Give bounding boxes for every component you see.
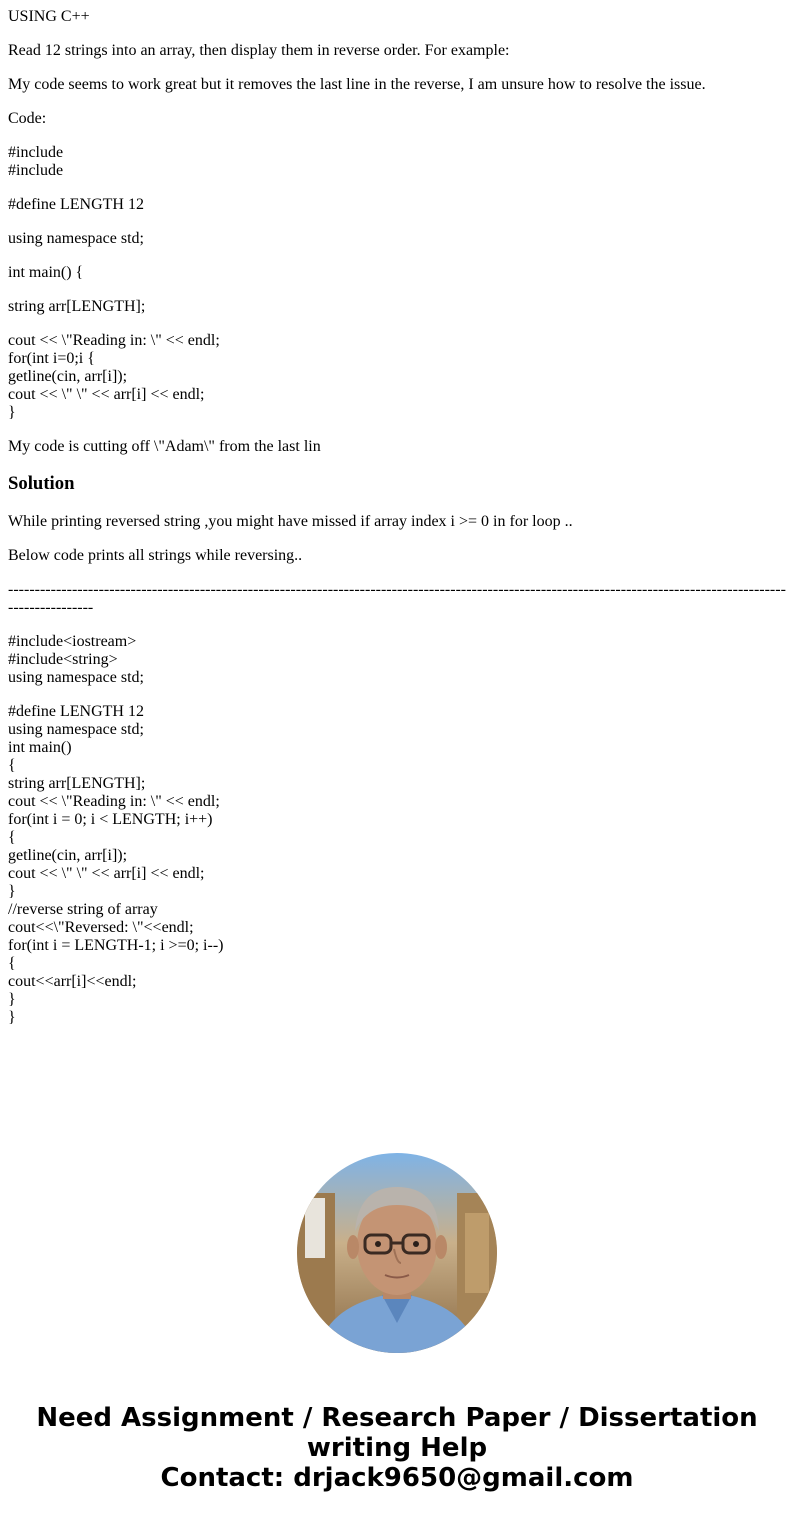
solution-paragraph-1: While printing reversed string ,you might have missed if array index i >= 0 in for loop .. <box>8 513 573 530</box>
code-label: Code: <box>8 110 47 127</box>
code-line: #define LENGTH 12 <box>8 196 144 213</box>
code-line: for(int i = 0; i < LENGTH; i++) <box>8 811 213 828</box>
code-line: #include<string> <box>8 651 118 668</box>
code-line: string arr[LENGTH]; <box>8 775 146 792</box>
code-line: cout << \" \" << arr[i] << endl; <box>8 865 205 882</box>
code-line: int main() { <box>8 264 84 281</box>
code-line: string arr[LENGTH]; <box>8 298 146 315</box>
code-line: using namespace std; <box>8 669 144 686</box>
author-avatar <box>297 1153 497 1353</box>
question-prompt: Read 12 strings into an array, then display them in reverse order. For example: <box>8 42 510 59</box>
code-line: cout << \" \" << arr[i] << endl; <box>8 386 205 403</box>
code-line: int main() <box>8 739 72 756</box>
code-line: } <box>8 1009 16 1026</box>
promo-line-2: writing Help <box>306 1433 488 1463</box>
code-line: using namespace std; <box>8 721 144 738</box>
code-line: { <box>8 757 16 774</box>
question-issue: My code seems to work great but it removes the last line in the reverse, I am unsure how to resolve the issue. <box>8 76 706 93</box>
question-title: USING C++ <box>8 8 90 25</box>
code-line: cout<<arr[i]<<endl; <box>8 973 137 990</box>
solution-paragraph-2: Below code prints all strings while reversing.. <box>8 547 303 564</box>
code-line: } <box>8 991 16 1008</box>
code-line: cout << \"Reading in: \" << endl; <box>8 793 220 810</box>
code-line: } <box>8 404 16 421</box>
promo-contact[interactable]: Contact: drjack9650@gmail.com <box>160 1463 634 1493</box>
code-line: { <box>8 955 16 972</box>
code-line: #include <box>8 162 64 179</box>
code-line: using namespace std; <box>8 230 144 247</box>
code-line: } <box>8 883 16 900</box>
code-line: #define LENGTH 12 <box>8 703 144 720</box>
author-portrait <box>297 1153 497 1353</box>
code-line: { <box>8 829 16 846</box>
code-line: #include<iostream> <box>8 633 137 650</box>
solution-heading: Solution <box>8 473 75 494</box>
question-closing: My code is cutting off \"Adam\" from the last lin <box>8 438 321 455</box>
code-line: cout<<\"Reversed: \"<<endl; <box>8 919 194 936</box>
code-line: getline(cin, arr[i]); <box>8 368 128 385</box>
code-line: #include <box>8 144 64 161</box>
dashed-divider: ------------------------------------------------------------------------------------------------------------------------------------------------------------------ <box>8 581 786 616</box>
code-line: //reverse string of array <box>8 901 158 918</box>
promo-banner <box>0 1403 794 1493</box>
promo-line-1: Need Assignment / Research Paper / Dissertation <box>36 1403 758 1433</box>
code-line: cout << \"Reading in: \" << endl; <box>8 332 220 349</box>
code-line: for(int i=0;i { <box>8 350 95 367</box>
code-line: getline(cin, arr[i]); <box>8 847 128 864</box>
code-line: for(int i = LENGTH-1; i >=0; i--) <box>8 937 224 954</box>
